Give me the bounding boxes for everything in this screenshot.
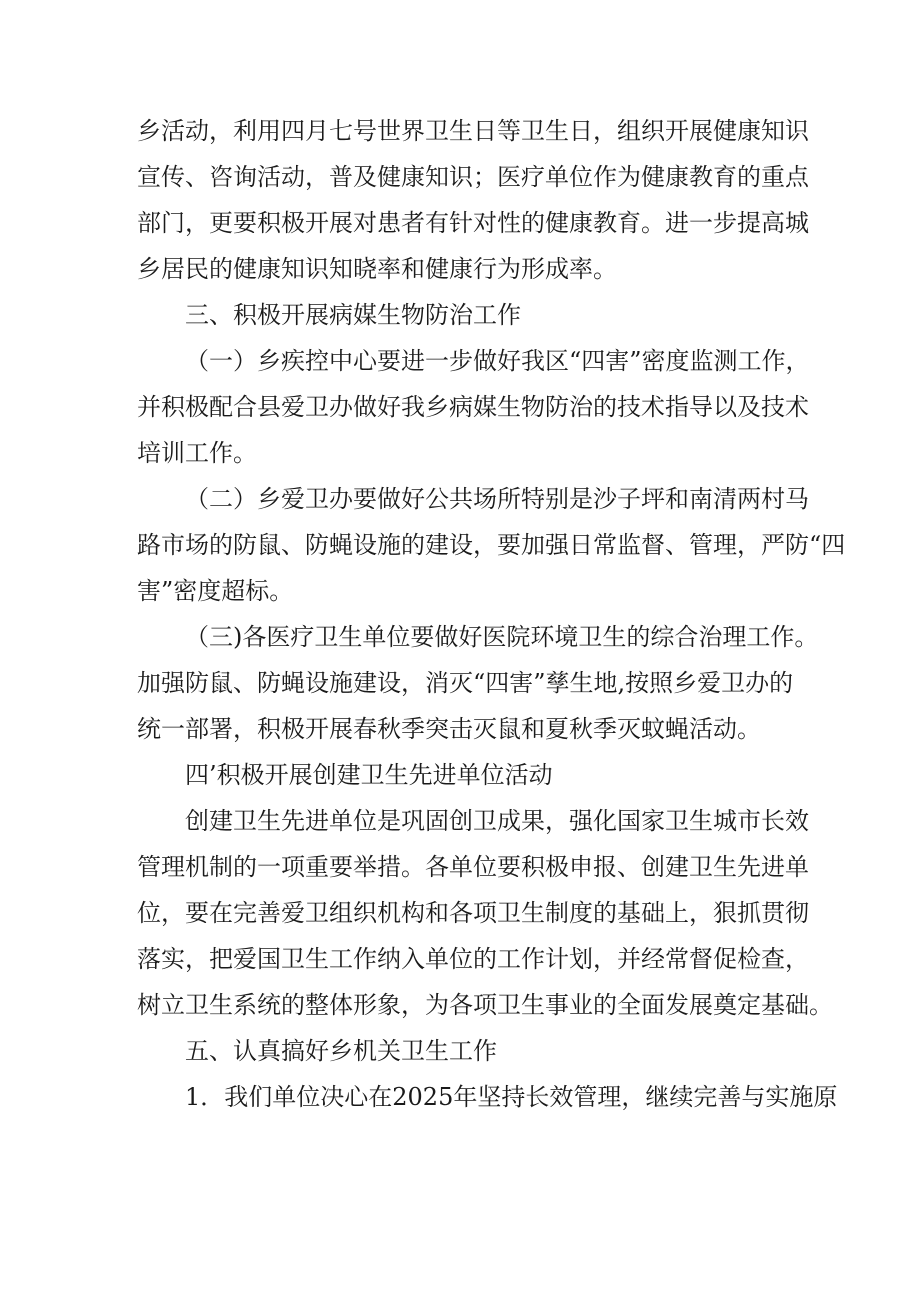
paragraph-item-1 [137,338,810,476]
paragraph-advanced-units [137,798,833,1028]
text-line: 管理机制的一项重要举措。各单位要积极申报、创建卫生先进单 [137,853,809,881]
text-line: 并积极配合县爱卫办做好我乡病媒生物防治的技术指导以及技术 [137,393,809,421]
text-line: 树立卫生系统的整体形象，为各项卫生事业的全面发展奠定基础。 [137,991,833,1019]
text-line: 加强防鼠、防蝇设施建设，消灭“四害”孳生地,按照乡爱卫办的 [137,669,794,697]
text-line: （二）乡爱卫办要做好公共场所特别是沙子坪和南清两村马 [185,485,809,513]
text-line: 宣传、咨询活动，普及健康知识；医疗单位作为健康教育的重点 [137,163,809,191]
text-line: 培训工作。 [137,439,257,467]
text-line: 害”密度超标。 [137,577,294,605]
text-line: 乡活动，利用四月七号世界卫生日等卫生日，组织开展健康知识 [137,117,809,145]
text-line: 1．我们单位决心在2025年坚持长效管理，继续完善与实施原 [185,1083,838,1111]
paragraph-item-3 [137,614,819,752]
heading-line: 四’积极开展创建卫生先进单位活动 [185,761,553,789]
heading-line: 三、积极开展病媒生物防治工作 [185,301,521,329]
text-line: 路市场的防鼠、防蝇设施的建设，要加强日常监督、管理，严防“四 [137,531,846,559]
text-line: 位，要在完善爱卫组织机构和各项卫生制度的基础上，狠抓贯彻 [137,899,809,927]
paragraph-item-2 [137,476,846,614]
heading-line: 五、认真搞好乡机关卫生工作 [185,1037,497,1065]
section-heading-office-hygiene [137,1028,797,1074]
paragraph-health-education [137,108,809,292]
text-line: 统一部署，积极开展春秋季突击灭鼠和夏秋季灭蚊蝇活动。 [137,715,761,743]
text-line: （一）乡疾控中心要进一步做好我区“四害”密度监测工作， [185,347,810,375]
text-line: 落实，把爱国卫生工作纳入单位的工作计划，并经常督促检查， [137,945,809,973]
document-body [137,108,846,1120]
text-line: 部门，更要积极开展对患者有针对性的健康教育。进一步提高城 [137,209,809,237]
paragraph-office-hygiene [137,1074,838,1120]
section-heading-vector-control [137,292,797,338]
text-line: 乡居民的健康知识知晓率和健康行为形成率。 [137,255,617,283]
section-heading-advanced-units [137,752,797,798]
text-line: （三)各医疗卫生单位要做好医院环境卫生的综合治理工作。 [185,623,819,651]
text-line: 创建卫生先进单位是巩固创卫成果，强化国家卫生城市长效 [185,807,809,835]
